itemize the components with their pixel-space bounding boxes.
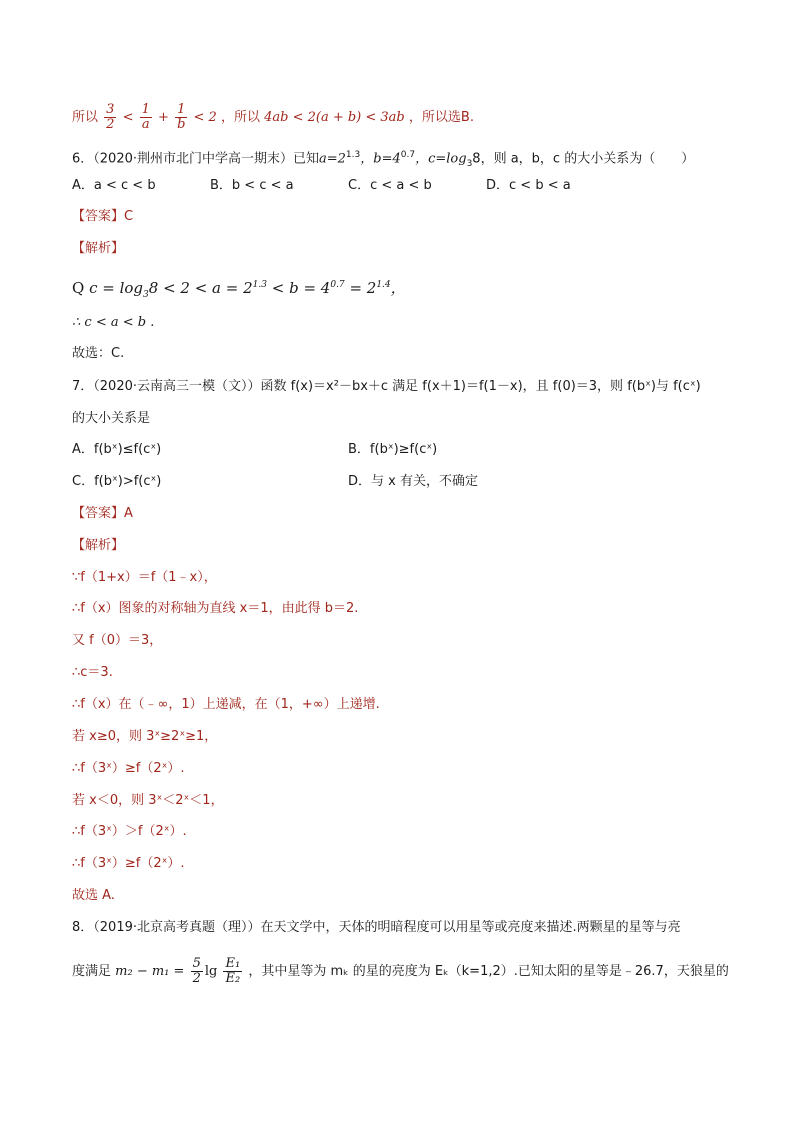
q6-stem: 6．（2020·荆州市北门中学高一期末）已知$a=2^{1.3}$，$b=4^{0.7}$，$c=\log_38$，则 a，b，c 的大小关系为（ ） <box>72 150 695 169</box>
q7-option-b: B．f(bˣ)≥f(cˣ) <box>348 442 438 457</box>
q7-step: ∴f（3ˣ）≥f（2ˣ）. <box>72 856 185 871</box>
q6-conclusion: 故选：C. <box>72 346 125 361</box>
q7-step: ∴f（3ˣ）＞f（2ˣ）. <box>72 824 187 839</box>
fraction-3-2: $\frac{3}{2}$ <box>106 102 115 132</box>
q5-prefix: 所以 <box>72 110 99 125</box>
q7-step: ∴c＝3. <box>72 665 113 680</box>
q7-analysis-label: 【解析】 <box>72 538 125 553</box>
fraction-e1-e2: $\frac{\text{E₁}}{\text{E₂}}$ <box>225 956 241 986</box>
q7-step: ∴f（3ˣ）≥f（2ˣ）. <box>72 761 185 776</box>
q7-step: 故选 A. <box>72 888 115 903</box>
q6-analysis-label: 【解析】 <box>72 241 125 256</box>
q7-stem-line2: 的大小关系是 <box>72 411 151 426</box>
q7-step: 若 x＜0，则 3ˣ＜2ˣ＜1， <box>72 793 224 808</box>
q6-option-c: C．c < a < b <box>348 178 432 193</box>
q7-step: ∴f（x）在（﹣∞，1）上递减，在（1，+∞）上递增. <box>72 697 380 712</box>
q6-option-a: A．a < c < b <box>72 178 156 193</box>
q8-stem-line2: 度满足 m₂ − m₁ = $\frac{5}{2}$ lg $\frac{\text{E₁}}{\text{E₂}}$ ，其中星等为 mₖ 的星的亮度为 Eₖ（k=1,2）.已知太阳的星等是﹣26.7，天狼星的 <box>72 956 729 986</box>
q7-answer: 【答案】A <box>72 506 133 521</box>
q7-option-d: D．与 x 有关，不确定 <box>348 474 478 489</box>
q6-option-b: B．b < c < a <box>210 178 294 193</box>
q7-step: 若 x≥0，则 3ˣ≥2ˣ≥1， <box>72 729 218 744</box>
q5-conclusion-line: 所以 $\frac{3}{2}$ < $\frac{1}{a}$ + $\frac{1}{b}$ < 2 ，所以 4ab < 2(a + b) < 3ab ，所以选B. <box>72 102 474 132</box>
q6-therefore: ∴ c < a < b . <box>72 315 155 330</box>
q7-step: 又 f（0）＝3， <box>72 633 163 648</box>
q7-step: ∴f（x）图象的对称轴为直线 x＝1，由此得 b＝2. <box>72 601 359 616</box>
fraction-1-b: $\frac{1}{b}$ <box>177 102 186 132</box>
fraction-1-a: $\frac{1}{a}$ <box>141 102 150 132</box>
q6-answer: 【答案】C <box>72 209 134 224</box>
q8-stem-line1: 8．（2019·北京高考真题（理））在天文学中，天体的明暗程度可以用星等或亮度来描述.两颗星的星等与亮 <box>72 920 681 935</box>
q6-derivation: Q $c = \log_38 < 2 < a = 2^{1.3} < b = 4^{0.7} = 2^{1.4}$， <box>72 279 406 300</box>
fraction-5-2: $\frac{5}{2}$ <box>192 956 201 986</box>
q7-option-c: C．f(bˣ)>f(cˣ) <box>72 474 162 489</box>
q7-option-a: A．f(bˣ)≤f(cˣ) <box>72 442 162 457</box>
q7-step: ∵f（1+x）＝f（1﹣x）， <box>72 570 217 585</box>
q6-option-d: D．c < b < a <box>486 178 571 193</box>
q7-stem-line1: 7．（2020·云南高三一模（文））函数 f(x)＝x²－bx＋c 满足 f(x＋1)＝f(1－x)，且 f(0)＝3，则 f(bˣ)与 f(cˣ) <box>72 379 701 394</box>
